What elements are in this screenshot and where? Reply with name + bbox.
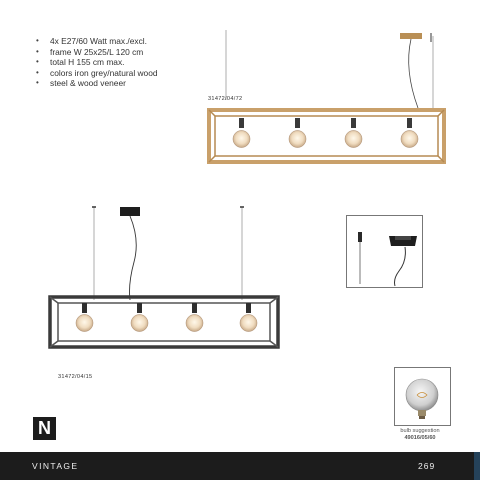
spec-item: • total H 155 cm max. <box>36 57 158 68</box>
spec-item: • colors iron grey/natural wood <box>36 68 158 79</box>
bulb-suggestion-thumbnail <box>394 367 451 426</box>
spec-item: • steel & wood veneer <box>36 78 158 89</box>
edge-tab <box>474 452 480 480</box>
footer-section-title: VINTAGE <box>32 461 79 471</box>
product-code-wood: 31472/04/72 <box>208 96 243 102</box>
bulb-caption-label: bulb suggestion <box>400 428 440 434</box>
bulb-suggestion-caption <box>388 428 452 442</box>
footer-bar <box>0 452 480 480</box>
spec-item: • 4x E27/60 Watt max./excl. <box>36 36 158 47</box>
brand-logo-n-icon: N <box>33 417 56 440</box>
iron-canopy <box>120 207 140 216</box>
bulb-code: 49016/05/60 <box>404 435 436 441</box>
product-code-iron: 31472/04/15 <box>58 374 93 380</box>
canopy-detail-thumbnail <box>346 215 423 288</box>
canopy-detail-image <box>347 216 422 287</box>
page-number: 269 <box>418 461 436 471</box>
bulb-image <box>395 368 450 425</box>
spec-item: • frame W 25x25/L 120 cm <box>36 47 158 58</box>
